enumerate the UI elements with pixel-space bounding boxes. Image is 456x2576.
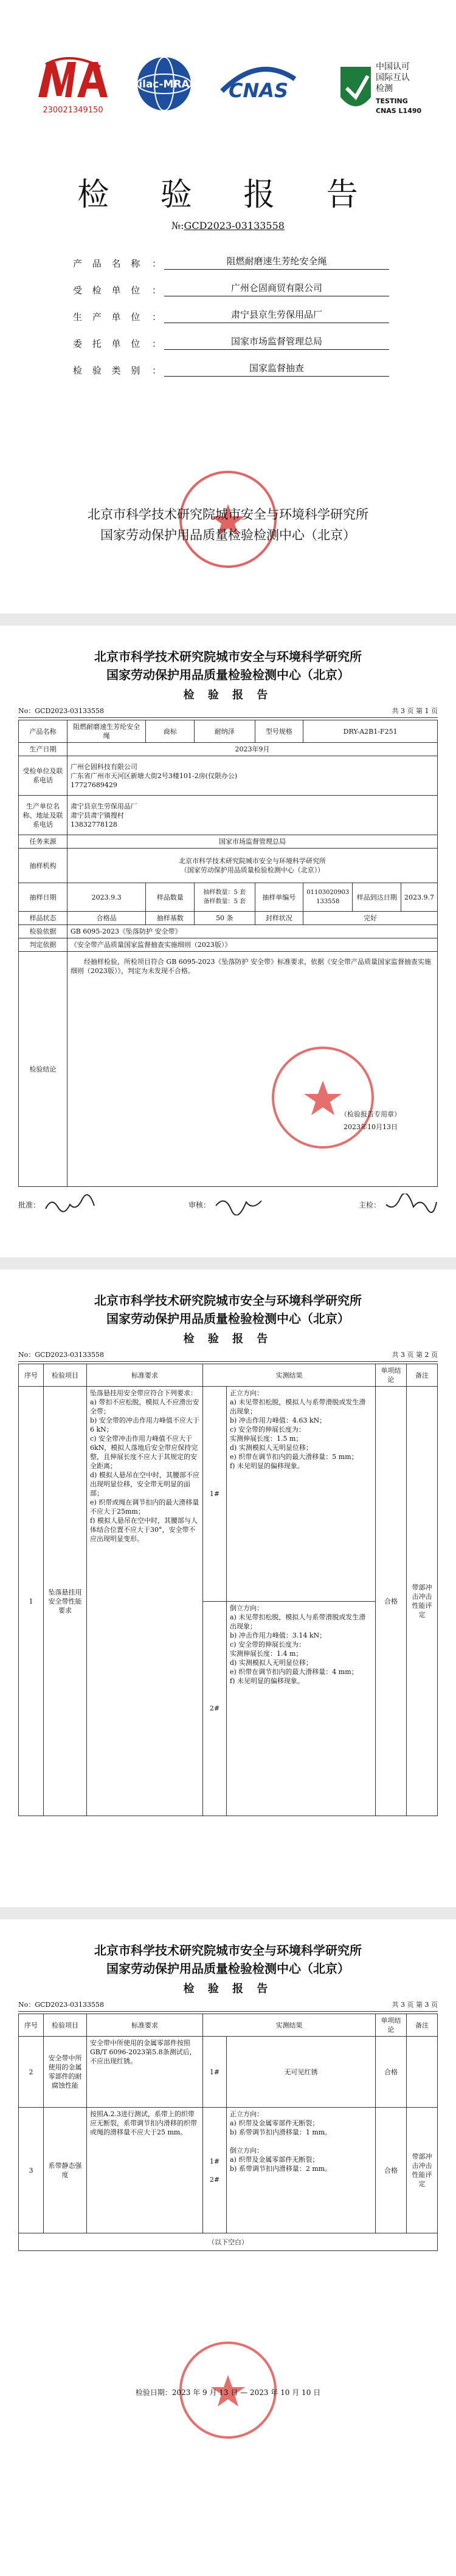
field-value: 广州仑固商贸有限公司 [164,281,389,296]
stamp-note: （检验报告专用章） [340,1110,401,1118]
summary-page [0,626,456,1257]
page-subtitle: 检 验 报 告 [183,689,273,702]
table-row [19,2037,438,2108]
date-label: 生产日期 [19,743,67,756]
tester-label: 主检： [358,1200,381,1209]
judge-value: 《安全带产品质量国家监督抽查实施细则（2023版）》 [67,938,437,952]
producer-value: 肃宁县京生劳保用品厂 肃宁县肃宁镇搜村 13832778128 [67,796,437,835]
org-line-1: 北京市科学技术研究院城市安全与环境科学研究所 [94,1943,362,1958]
field-value: 肃宁县京生劳保用品厂 [164,308,389,323]
cnas-code: CNAS L1490 [376,107,422,115]
conclusion-label: 检验结论 [19,952,67,1187]
table-row [19,952,438,1187]
detail-table [18,2014,438,2251]
brand-value: 耐纳泽 [195,720,255,743]
inspection-date-footer: 检验日期：2023 年 9 月 13 日 — 2023 年 10 月 10 日 [135,2388,321,2397]
row-requirement: 安全带中所使用的金属零部件按照GB/T 6096-2023第5.8条测试后，不应出现红锈。 [87,2037,203,2108]
table-header-row [19,1364,438,1387]
cma-logo-icon [33,55,112,121]
row-result: 正立方向： a) 织带及金属零部件无断裂； b) 系带调节扣内滑移量：1 mm。 倒立方向： a) 织带及金属零部件无断裂； b) 系带调节扣内滑移量：2 mm。 [227,2108,376,2233]
sample-date-label: 抽样日期 [19,883,67,912]
model-label: 型号规格 [255,720,303,743]
field-value: 阻燃耐磨速生芳纶安全绳 [164,255,389,270]
col-header: 序号 [19,1364,44,1387]
table-row [19,925,438,938]
field-key: 委 托 单 位 [73,338,144,349]
inspected-label: 受检单位及联系电话 [19,756,67,796]
page-count: 共 3 页 第 1 页 [392,707,438,715]
col-header: 序号 [19,2014,44,2037]
page-subtitle: 检 验 报 告 [183,1983,273,1995]
product-label: 产品名称 [19,720,67,743]
col-header: 实测结果 [203,1364,376,1387]
client-value: 国家市场监督管理总局 [67,835,437,849]
table-header-row [19,2014,438,2037]
field-key: 生 产 单 位 [73,312,144,323]
table-row [19,796,438,835]
sample-id: 1# [203,2037,227,2108]
report-number: No：GCD2023-03133558 [18,707,104,715]
table-row [19,912,438,925]
cover-field: 生 产 单 位 ： 肃宁县京生劳保用品厂 [73,296,389,323]
page-meta [18,2000,438,2012]
row-requirement: 坠落悬挂用安全带应符合下列要求： a) 带扣不应松脱，模拟人不应滑出安全带； b) 安全带的冲击作用力峰值不应大于6 kN； c) 安全带冲击作用力峰值不应大于6kN，模拟人落地后安全带应保持完整，且伸展长度不应大于其规定的安全距离； d) 模拟人悬吊在空中时，其腰部不应出现明显位移，安全带无明显的面部； e) 织带或绳在调节扣内的最大滑移量不应大于25mm； f) 模拟人悬吊在空中时，其腰部与人体结合位置不应大于30°，安全带不应出现明显变形。 [87,1387,203,1816]
report-title: 检 验 报 告 [77,177,379,213]
org-line-2: 国家劳动保护用品质量检验检测中心（北京） [106,1961,350,1976]
table-row [19,720,438,743]
sample-id: 1# [203,1387,227,1602]
sample-qty-label: 样品数量 [146,883,195,912]
sample-id: 1# 2# [203,2108,227,2233]
page-count: 共 3 页 第 2 页 [392,1351,438,1359]
basis-label: 检验依据 [19,925,67,938]
row-seq: 2 [19,2037,44,2108]
cma-code: 230021349150 [43,106,103,115]
cn-line3: 检测 [376,84,393,94]
reviewer-label: 审核： [188,1200,210,1209]
table-row [19,883,438,912]
report-number: No：GCD2023-03133558 [18,2001,104,2009]
row-remark: 带部冲击冲击性能评定 [407,1387,438,1816]
org-line-1: 北京市科学技术研究院城市安全与环境科学研究所 [94,1293,362,1308]
report-number-value: GCD2023-03133558 [184,220,285,231]
reviewer-signature-icon [213,1194,268,1215]
sample-qty-value: 抽样数量：5 套 备样数量：5 套 [195,883,255,912]
approver-label: 批准： [18,1200,41,1209]
detail-page-1 [0,1269,456,1907]
cnas-testing: TESTING [376,97,408,105]
cover-organization [0,504,456,545]
sample-date-value: 2023.9.3 [67,883,145,912]
summary-table [18,720,438,1187]
producer-label: 生产单位名称、地址及联系电话 [19,796,67,835]
row-item: 安全带中所使用的金属零部件的耐腐蚀性能 [44,2037,87,2108]
sample-no-label: 抽样单编号 [255,883,303,912]
approver-signature-icon [43,1194,97,1215]
table-row [19,2233,438,2251]
cnas-logo-icon [216,55,301,121]
field-key: 受 检 单 位 [73,285,144,296]
cnas-text: CNAS [228,79,289,102]
row-remark [407,2037,438,2108]
col-header: 单项结论 [376,1364,407,1387]
tester-signature-icon [383,1194,438,1215]
cover-page [0,0,456,613]
basis-value: GB 6095-2023《坠落防护 安全带》 [67,925,437,938]
env-value: 50 条 [195,912,255,925]
table-row [19,743,438,756]
client-label: 任务来源 [19,835,67,849]
cn-accreditation-logo-icon [334,55,432,121]
row-result: 倒立方向： a) 未见带扣松脱，模拟人与系带滑脱或发生滑出现象； b) 冲击作用力峰值：3.14 kN； c) 安全带的伸展长度为： 实测伸展长度：1.4 m； d) 实测模拟人无明显位移； e) 织带在调节扣内的最大滑移量：4 mm； f) 未见明显的偏移现象。 [227,1601,376,1816]
col-header: 检验项目 [44,1364,87,1387]
col-header: 标准要求 [87,1364,203,1387]
table-row [19,835,438,849]
date-value: 2023年9月 [67,743,437,756]
col-header: 标准要求 [87,2014,203,2037]
table-row [19,849,438,883]
row-requirement: 按照A.2.3进行测试，系带上的织带应无断裂，系带调节扣内滑移的织带或绳的滑移量不应大于25 mm。 [87,2108,203,2233]
row-result: 正立方向： a) 未见带扣松脱，模拟人与系带滑脱或发生滑出现象； b) 冲击作用力峰值：4.63 kN； c) 安全带的伸展长度为： 实测伸展长度：1.5 m； d) 实测模拟人无明显位移； e) 织带在调节扣内的最大滑移量：5 mm； f) 未见明显的偏移现象。 [227,1387,376,1602]
row-conclusion: 合格 [376,2108,407,2233]
brand-label: 商标 [146,720,195,743]
org-line-2: 国家劳动保护用品质量检验检测中心（北京） [106,1311,350,1326]
sampler-value: 北京市科学技术研究院城市安全与环境科学研究所 （国家劳动保护用品质量检验检测中心（北京）） [67,849,437,883]
conclusion-value: 经抽样检验，所检项目符合 GB 6095-2023《坠落防护 安全带》标准要求，依据《安全带产品质量国家监督抽查实施细则（2023版）》，判定为未发现不合格。 [70,958,431,975]
cn-line2: 国际互认 [376,73,410,83]
row-seq: 1 [19,1387,44,1816]
row-item: 坠落悬挂用安全带性能要求 [44,1387,87,1816]
table-row [19,1387,438,1602]
ilac-mra-logo-icon [128,55,201,121]
sample-no-value: 01103020903 133558 [303,883,353,912]
model-value: DRY-A2B1-F251 [303,720,438,743]
org-line-2: 国家劳动保护用品质量检验检测中心（北京） [100,528,356,542]
arrive-label: 样品到达日期 [353,883,401,912]
table-row [19,938,438,952]
table-row [19,2108,438,2233]
org-header [0,1291,456,1328]
field-key: 检 验 类 别 [73,365,144,376]
page-count: 共 3 页 第 3 页 [392,2001,438,2009]
seal-label: 封样状况 [255,912,303,925]
detail-page-2 [0,1919,456,2576]
row-conclusion: 合格 [376,1387,407,1816]
condition-value: 合格品 [67,912,145,925]
end-note: （以下空白） [19,2233,438,2251]
row-remark: 带部冲击冲击性能评定 [407,2108,438,2233]
col-header: 检验项目 [44,2014,87,2037]
report-seal-icon [268,1043,378,1152]
cn-line1: 中国认可 [376,62,410,72]
row-item: 系带静态强度 [44,2108,87,2233]
org-line-1: 北京市科学技术研究院城市安全与环境科学研究所 [88,507,368,522]
accreditation-logos [0,43,456,121]
sampler-label: 抽样机构 [19,849,67,883]
sign-date: 2023年10月13日 [344,1123,398,1131]
signatures [18,1194,438,1215]
detail-table [18,1364,438,1816]
report-number [0,220,456,231]
field-value: 国家市场监督管理总局 [164,335,389,350]
cover-fields [73,243,389,377]
table-row [19,756,438,796]
org-header [0,647,456,684]
arrive-value: 2023.9.7 [401,883,438,912]
page-meta [18,1350,438,1362]
condition-label: 样品状态 [19,912,67,925]
ilac-text: ilac-MRA [139,78,190,91]
row-seq: 3 [19,2108,44,2233]
judge-label: 判定依据 [19,938,67,952]
seal-value: 完好 [303,912,438,925]
page-subtitle: 检 验 报 告 [183,1333,273,1345]
page-meta [18,706,438,718]
sample-id: 2# [203,1601,227,1816]
cover-field: 委 托 单 位 ： 国家市场监督管理总局 [73,323,389,350]
org-line-2: 国家劳动保护用品质量检验检测中心（北京） [106,668,350,682]
report-number: No：GCD2023-03133558 [18,1351,104,1359]
cover-field: 受 检 单 位 ： 广州仑固商贸有限公司 [73,270,389,296]
report-number-label: №: [171,220,184,231]
row-result: 无可见红锈 [227,2037,376,2108]
col-header: 实测结果 [203,2014,376,2037]
org-line-1: 北京市科学技术研究院城市安全与环境科学研究所 [94,649,362,664]
cover-field: 产 品 名 称 ： 阻燃耐磨速生芳纶安全绳 [73,243,389,270]
org-header [0,1941,456,1978]
row-conclusion: 合格 [376,2037,407,2108]
cover-field: 检 验 类 别 ： 国家监督抽查 [73,350,389,377]
conclusion-cell [67,952,437,1187]
env-label: 抽样基数 [146,912,195,925]
inspected-value: 广州仑固科技有限公司 广东省广州市天河区新塘大街2号3楼101-2房(仅限办公) 17727689429 [67,756,437,796]
col-header: 备注 [407,2014,438,2037]
product-value: 阻燃耐磨速生芳纶安全绳 [67,720,145,743]
field-key: 产 品 名 称 [73,258,144,269]
col-header: 单项结论 [376,2014,407,2037]
col-header: 备注 [407,1364,438,1387]
field-value: 国家监督抽查 [164,361,389,377]
